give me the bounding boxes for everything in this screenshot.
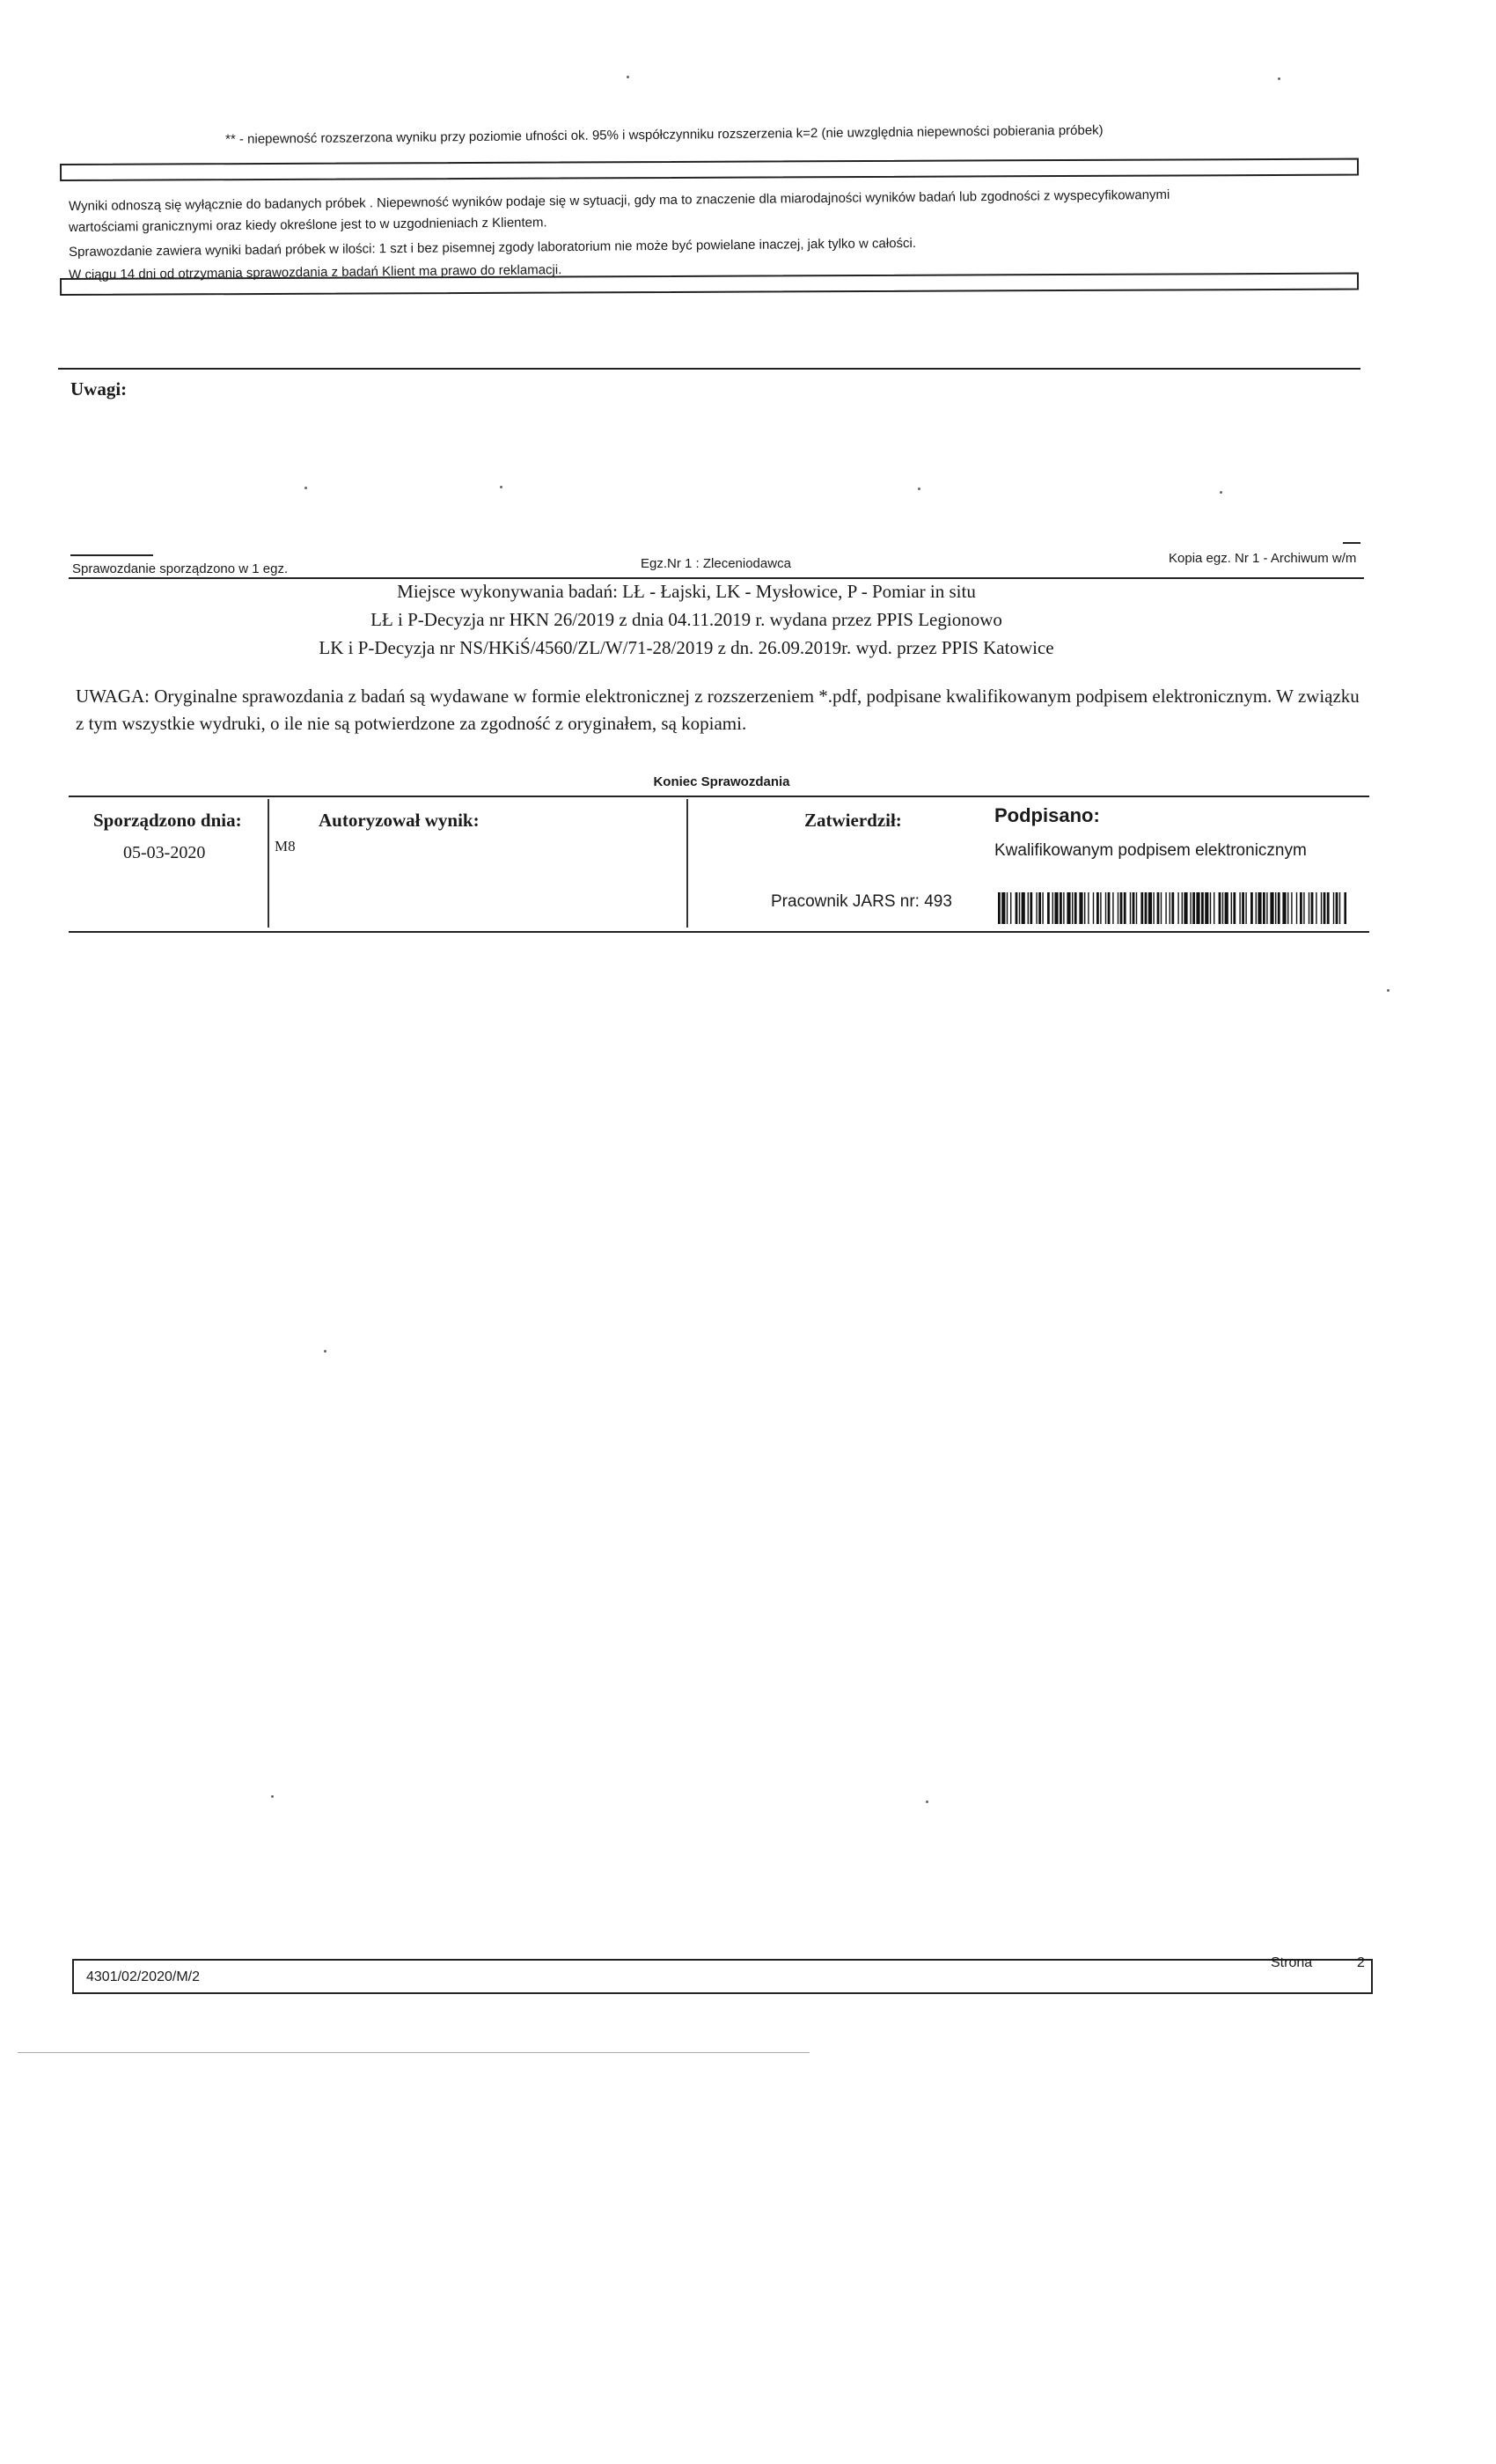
barcode-bar [1120,892,1123,924]
copies-prepared: Sprawozdanie sporządzono w 1 egz. [72,561,289,576]
scan-speck [500,486,502,488]
barcode-bar [1242,892,1244,924]
barcode-bar [1222,892,1223,924]
barcode-bar [1047,892,1050,924]
barcode-bar [1184,892,1187,924]
copy-client: Egz.Nr 1 : Zleceniodawca [641,556,791,571]
prepared-date-value: 05-03-2020 [123,843,206,862]
document-number: 4301/02/2020/M/2 [86,1969,200,1984]
barcode-bar [1324,892,1326,924]
prepared-date-label: Sporządzono dnia: [93,810,242,831]
barcode-bar [1067,892,1070,924]
barcode-bar [1327,892,1330,924]
barcode-bar [1019,892,1020,924]
barcode-bar [1096,892,1099,924]
divider [69,931,1369,933]
barcode-bar [1108,892,1111,924]
barcode-bar [1042,892,1043,924]
barcode-bar [1140,892,1143,924]
scan-speck [1220,491,1222,494]
barcode-bar [1311,892,1314,924]
barcode-bar [1263,892,1265,924]
barcode-bar [1239,892,1240,924]
barcode-bar [1182,892,1183,924]
results-note-line: Wyniki odnoszą się wyłącznie do badanych próbek . Niepewność wyników podaje się w sytuacji, gdy ma to znaczenie dla miarodajności wyników badań lub zgodności z wyspecyfikowanymi [69,187,1170,214]
barcode-bar [1258,892,1261,924]
barcode-bar [1201,892,1204,924]
barcode-bar [1001,892,1005,924]
barcode-bar [1079,892,1082,924]
scan-speck [304,487,307,489]
barcode-bar [1063,892,1064,924]
barcode-bar [1130,892,1131,924]
end-of-report-title: Koniec Sprawozdania [653,774,790,789]
approved-label: Zatwierdził: [804,810,902,831]
barcode-bar [1190,892,1191,924]
barcode-bar [1100,892,1101,924]
barcode-bar [1088,892,1089,924]
scan-edge-line [18,2052,810,2053]
barcode-bar [1060,892,1062,924]
barcode-bar [1036,892,1037,924]
barcode-bar [1165,892,1166,924]
table-column-divider [686,799,688,928]
scan-speck [627,76,629,78]
barcode-bar [1196,892,1199,924]
barcode-bar [1093,892,1094,924]
barcode-bar [1148,892,1152,924]
barcode-bar [1278,892,1280,924]
decision-katowice: LK i P-Decyzja nr NS/HKiŚ/4560/ZL/W/71-28/2019 z dn. 26.09.2019r. wyd. przez PPIS Katowice [319,637,1054,658]
barcode-bar [1225,892,1228,924]
barcode-bar [1161,892,1162,924]
scan-speck [926,1800,928,1803]
barcode-bar [1333,892,1334,924]
divider [58,368,1360,370]
barcode-bar [1030,892,1032,924]
scan-speck [271,1795,274,1798]
barcode-bar [1287,892,1288,924]
barcode-bar [1133,892,1135,924]
results-note-line: Sprawozdanie zawiera wyniki badań próbek w ilości: 1 szt i bez pisemnej zgody laboratorium nie może być powielane inaczej, jak tylko w całości. [69,235,917,260]
testing-location: Miejsce wykonywania badań: LŁ - Łajski, LK - Mysłowice, P - Pomiar in situ [397,581,976,602]
barcode-bar [1231,892,1232,924]
results-box-top-frame [60,158,1359,181]
authorized-value: M8 [275,838,296,854]
results-note-line: W ciągu 14 dni od otrzymania sprawozdania z badań Klient ma prawo do reklamacji. [69,262,562,282]
barcode-bar [1300,892,1302,924]
signed-value: Kwalifikowanym podpisem elektronicznym [994,841,1307,860]
scan-speck [324,1350,326,1353]
barcode-bar [1321,892,1322,924]
barcode-bar [1270,892,1273,924]
barcode-bar [1007,892,1008,924]
barcode-bar [1074,892,1077,924]
barcode-bar [1171,892,1174,924]
barcode-bar [1022,892,1025,924]
short-divider [1343,542,1360,544]
barcode-bar [1205,892,1208,924]
barcode-bar [1245,892,1246,924]
barcode-bar [1219,892,1221,924]
divider [69,577,1364,579]
barcode-bar [1336,892,1338,924]
barcode-bar [1054,892,1058,924]
barcode-bar [1072,892,1073,924]
scan-speck [918,488,920,490]
barcode-bar [1105,892,1106,924]
barcode-bar [1052,892,1053,924]
barcode-bar [1145,892,1148,924]
copy-archive: Kopia egz. Nr 1 - Archiwum w/m [1169,551,1357,566]
divider [69,796,1369,797]
page-number: 2 [1357,1955,1365,1970]
barcode-icon [998,892,1346,924]
short-divider [70,554,153,556]
authorized-label: Autoryzował wynik: [319,810,480,831]
barcode-bar [1266,892,1267,924]
barcode-bar [1256,892,1257,924]
remarks-label: Uwagi: [70,378,128,400]
barcode-bar [1344,892,1346,924]
barcode-bar [1136,892,1137,924]
barcode-bar [1250,892,1253,924]
scan-speck [1387,989,1390,992]
barcode-bar [1084,892,1085,924]
uncertainty-note: ** - niepewność rozszerzona wyniku przy poziomie ufności ok. 95% i współczynniku rozszerzenia k=2 (nie uwzględnia niepewności pobierania próbek) [225,122,1104,147]
page-footer [72,1955,1373,1994]
table-column-divider [268,799,269,928]
barcode-bar [1291,892,1292,924]
results-note-line: wartościami granicznymi oraz kiedy określone jest to w uzgodnieniach z Klientem. [69,215,547,235]
barcode-bar [1282,892,1286,924]
barcode-bar [1303,892,1304,924]
barcode-bar [1177,892,1178,924]
employee-number: Pracownik JARS nr: 493 [771,892,952,911]
decision-legionowo: LŁ i P-Decyzja nr HKN 26/2019 z dnia 04.11.2019 r. wydana przez PPIS Legionowo [370,609,1002,630]
barcode-bar [1157,892,1160,924]
barcode-bar [1038,892,1041,924]
barcode-bar [1192,892,1195,924]
results-notes-box [60,164,1359,313]
barcode-bar [1210,892,1211,924]
barcode-bar [1153,892,1154,924]
signed-label: Podpisano: [994,804,1100,826]
barcode-bar [1233,892,1236,924]
barcode-bar [1124,892,1126,924]
barcode-bar [1028,892,1029,924]
barcode-bar [998,892,1001,924]
scan-speck [1278,77,1280,80]
barcode-bar [1275,892,1276,924]
barcode-bar [1010,892,1011,924]
barcode-bar [1112,892,1113,924]
electronic-original-notice: UWAGA: Oryginalne sprawozdania z badań są wydawane w formie elektronicznej z rozszerzeniem *.pdf, podpisane kwalifikowanym podpisem elektronicznym. W związku z tym wszystkie wydruki, o ile nie są potwierdzone za zgodność z oryginałem, są kopiami. [76,686,1360,734]
page-label: Strona [1271,1955,1313,1970]
barcode-bar [1339,892,1340,924]
barcode-bar [1016,892,1018,924]
barcode-bar [1296,892,1297,924]
